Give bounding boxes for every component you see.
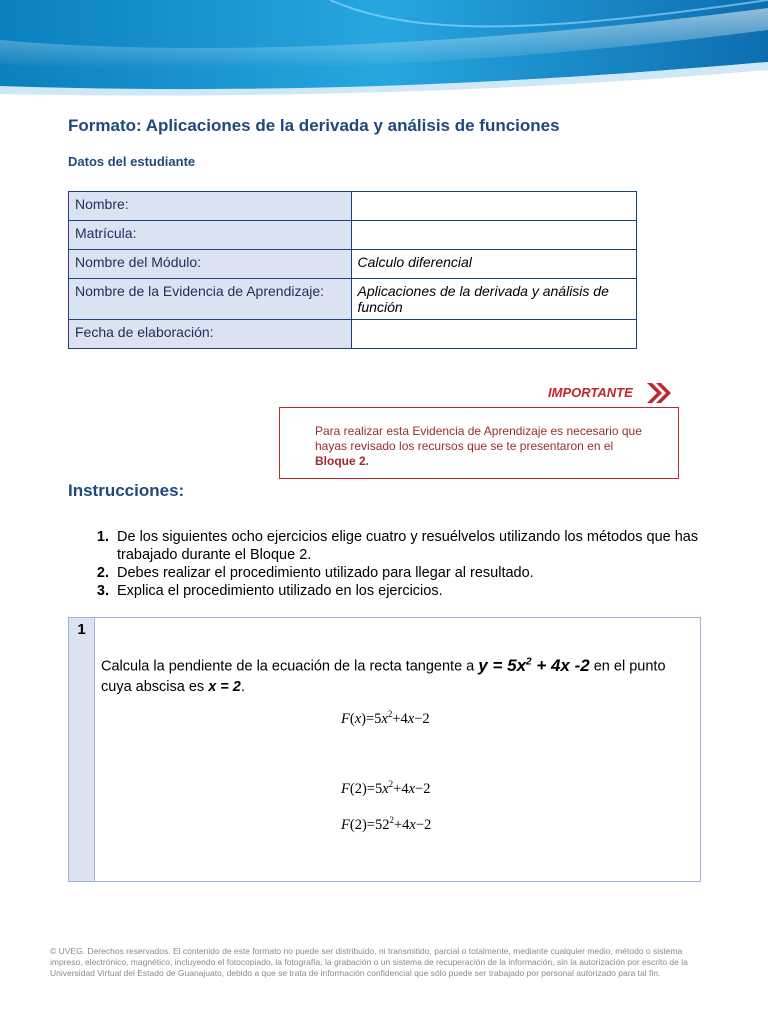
important-label: IMPORTANTE — [548, 385, 633, 400]
table-row — [69, 320, 637, 349]
row-value-evidencia[interactable]: Aplicaciones de la derivada y análisis de función — [351, 279, 637, 320]
row-label-modulo: Nombre del Módulo: — [69, 250, 352, 279]
row-value-matricula[interactable] — [351, 221, 637, 250]
instructions-list — [68, 528, 708, 600]
row-label-nombre: Nombre: — [69, 192, 352, 221]
row-label-matricula: Matrícula: — [69, 221, 352, 250]
document-title: Formato: Aplicaciones de la derivada y análisis de funciones — [68, 116, 560, 135]
list-item: 1. De los siguientes ocho ejercicios elige cuatro y resuélvelos utilizando los métodos que has trabajado durante el Bloque 2. — [113, 528, 708, 564]
table-row — [69, 221, 637, 250]
table-row — [69, 250, 637, 279]
row-value-nombre[interactable] — [351, 192, 637, 221]
table-row — [69, 192, 637, 221]
instructions-heading: Instrucciones: — [68, 481, 185, 500]
student-data-table — [68, 191, 637, 349]
important-bloque: Bloque 2. — [315, 454, 370, 468]
row-value-fecha[interactable] — [351, 320, 637, 349]
row-value-modulo[interactable]: Calculo diferencial — [351, 250, 637, 279]
list-item: 2. Debes realizar el procedimiento utilizado para llegar al resultado. — [113, 564, 708, 582]
student-data-heading: Datos del estudiante — [68, 154, 196, 169]
prompt-text: en el punto cuya abscisa es — [101, 658, 666, 695]
exercise-number: 1 — [69, 618, 95, 881]
table-row — [69, 279, 637, 320]
prompt-text: Calcula la pendiente de la ecuación de la recta tangente a — [101, 658, 479, 675]
row-label-evidencia: Nombre de la Evidencia de Aprendizaje: — [69, 279, 352, 320]
math-step-1: $F(x)=5x^2+4x-2$ — [341, 709, 430, 727]
math-step-3: $F(2)=52^2+4x-2$ — [341, 815, 432, 833]
header-banner — [0, 0, 768, 100]
list-item: 3. Explica el procedimiento utilizado en los ejercicios. — [113, 582, 708, 600]
row-label-fecha: Fecha de elaboración: — [69, 320, 352, 349]
exercise-box — [68, 617, 701, 882]
abscissa-value: x = 2 — [208, 678, 241, 695]
equation: $y = 5x^2 + 4x$ -2 — [478, 655, 590, 675]
double-chevron-icon — [645, 381, 673, 405]
exercise-prompt: Calcula la pendiente de la ecuación de la recta tangente a $y = 5x^2 + 4x$ -2 en el punto cuya abscisa es x = 2. — [101, 655, 666, 695]
math-step-2: $F(2)=5x^2+4x-2$ — [341, 779, 431, 797]
important-notice — [279, 407, 679, 479]
copyright-footer: © UVEG. Derechos reservados. El contenido de este formato no puede ser distribuido, ni transmitido, parcial o totalmente, mediante cualquier medio, método o sistema impreso, electrónico, magnético, incluyendo el fotocopiado, la fotografía, la grabación o un sistema de recuperación de la información, sin la autorización por escrito de la Universidad Virtual del Estado de Guanajuato, debido a que se trata de información confidencial que sólo puede ser trabajado por personal autorizado para tal fin. — [50, 946, 688, 978]
important-text: Para realizar esta Evidencia de Aprendizaje es necesario que hayas revisado los recursos que se te presentaron en el — [315, 424, 642, 453]
